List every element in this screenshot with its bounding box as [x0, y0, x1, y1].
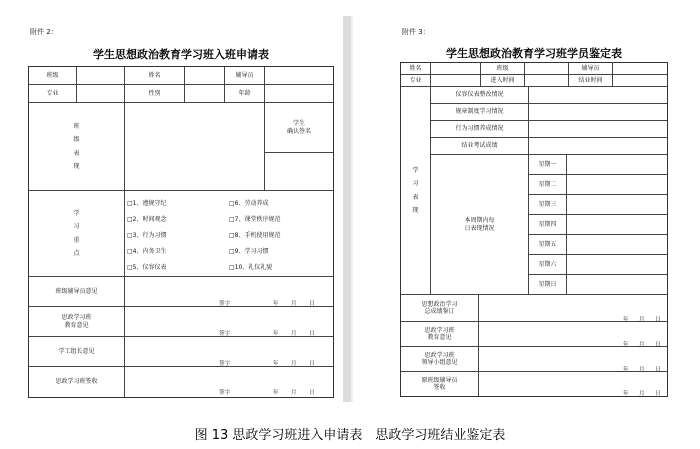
education-opinion-label: 思政学习班 教育意见	[29, 307, 125, 337]
class-performance-content[interactable]	[125, 103, 265, 191]
annex-label-3: 附件 3：	[402, 28, 430, 36]
label-major: 专业	[29, 85, 77, 103]
value-major[interactable]	[431, 75, 481, 87]
figure-caption: 图 13 思政学习班进入申请表 思政学习班结业鉴定表	[194, 428, 506, 443]
value-class[interactable]	[77, 67, 125, 85]
date-year: 年	[623, 391, 629, 397]
date-day: 日	[309, 301, 315, 307]
appearance-rectification-label: 仪容仪表整改情况	[431, 87, 529, 104]
date-year: 年	[273, 390, 279, 396]
day-friday: 星期五	[529, 235, 567, 255]
class-performance-label: 班 级 表 现	[29, 103, 125, 191]
leadership-opinion-label: 思政学习班 领导小组意见	[401, 347, 479, 372]
option-dorm-hygiene[interactable]: □4、内务卫生	[127, 248, 167, 255]
day-monday: 星期一	[529, 155, 567, 175]
date-day: 日	[655, 367, 661, 373]
application-form-title: 学生思想政治教育学习班入班申请表	[93, 48, 269, 61]
label-class: 班级	[29, 67, 77, 85]
day-tuesday-value[interactable]	[567, 175, 667, 195]
day-wednesday-value[interactable]	[567, 195, 667, 215]
application-form-table	[28, 66, 334, 398]
day-saturday: 星期六	[529, 255, 567, 275]
application-form-page	[28, 18, 334, 398]
option-classroom-order[interactable]: □7、课堂秩序规范	[229, 216, 281, 223]
date-month: 月	[639, 367, 645, 373]
date-day: 日	[309, 361, 315, 367]
date-month: 月	[291, 331, 297, 337]
page-gutter	[343, 16, 351, 402]
student-signature-box[interactable]	[265, 153, 333, 191]
date-month: 月	[291, 361, 297, 367]
sign-label: 签字	[219, 331, 231, 337]
evaluation-form-table	[400, 62, 668, 397]
day-thursday-value[interactable]	[567, 215, 667, 235]
value-major[interactable]	[77, 85, 125, 103]
day-sunday: 星期日	[529, 275, 567, 295]
final-exam-label: 结业考试成绩	[431, 138, 529, 155]
date-month: 月	[639, 342, 645, 348]
day-friday-value[interactable]	[567, 235, 667, 255]
date-year: 年	[623, 342, 629, 348]
receipt-label: 思政学习班签收	[29, 367, 125, 397]
option-phone-usage[interactable]: □8、手机使用规范	[229, 232, 281, 239]
option-appearance[interactable]: □5、仪容仪表	[127, 264, 167, 271]
label-major: 专业	[401, 75, 431, 87]
value-gender[interactable]	[185, 85, 225, 103]
date-month: 月	[639, 317, 645, 323]
rules-study-value[interactable]	[529, 104, 667, 121]
final-exam-value[interactable]	[529, 138, 667, 155]
date-year: 年	[623, 317, 629, 323]
date-day: 日	[655, 391, 661, 397]
option-etiquette[interactable]: □10、礼仪礼貌	[229, 264, 273, 271]
education-opinion-label: 思政学习班 教育意见	[401, 322, 479, 347]
label-class: 班级	[481, 63, 525, 75]
date-day: 日	[655, 342, 661, 348]
label-entry-time: 进入时间	[481, 75, 525, 87]
day-tuesday: 星期二	[529, 175, 567, 195]
day-sunday-value[interactable]	[567, 275, 667, 295]
evaluation-form-title: 学生思想政治教育学习班学员鉴定表	[446, 47, 622, 60]
date-year: 年	[273, 331, 279, 337]
value-class[interactable]	[525, 63, 569, 75]
day-wednesday: 星期三	[529, 195, 567, 215]
label-counselor: 辅导员	[569, 63, 613, 75]
leader-opinion-label: 学工组长意见	[29, 337, 125, 367]
value-counselor[interactable]	[265, 67, 333, 85]
date-month: 月	[291, 301, 297, 307]
date-day: 日	[309, 331, 315, 337]
value-entry-time[interactable]	[525, 75, 569, 87]
behavior-habits-label: 行为习惯养成情况	[431, 121, 529, 138]
day-thursday: 星期四	[529, 215, 567, 235]
label-counselor: 辅导员	[225, 67, 265, 85]
label-age: 年龄	[225, 85, 265, 103]
page-gutter-shadow	[351, 16, 353, 402]
option-study-habits[interactable]: □9、学习习惯	[229, 248, 269, 255]
option-time[interactable]: □2、时间观念	[127, 216, 167, 223]
student-confirm-label: 学生 确认签名	[265, 103, 333, 153]
date-year: 年	[273, 361, 279, 367]
sign-label: 签字	[219, 301, 231, 307]
annex-label-2: 附件 2：	[30, 28, 58, 36]
value-name[interactable]	[185, 67, 225, 85]
counselor-opinion-label: 班级辅导员意见	[29, 277, 125, 307]
study-focus-label: 学 习 重 点	[29, 191, 125, 277]
sign-label: 签字	[219, 361, 231, 367]
value-name[interactable]	[431, 63, 481, 75]
total-score-label: 思想政治学习 总成绩鉴订	[401, 295, 479, 322]
label-completion-time: 结业时间	[569, 75, 613, 87]
evaluation-form-page	[400, 18, 668, 398]
day-saturday-value[interactable]	[567, 255, 667, 275]
option-labor[interactable]: □6、劳动养成	[229, 200, 269, 207]
original-counselor-receipt-label: 原班级辅导员 签收	[401, 372, 479, 396]
learning-performance-label: 学 习 表 现	[401, 87, 431, 295]
rules-study-label: 规章制度学习情况	[431, 104, 529, 121]
appearance-rectification-value[interactable]	[529, 87, 667, 104]
value-counselor[interactable]	[613, 63, 667, 75]
date-month: 月	[291, 390, 297, 396]
date-day: 日	[309, 390, 315, 396]
behavior-habits-value[interactable]	[529, 121, 667, 138]
date-month: 月	[639, 391, 645, 397]
date-year: 年	[273, 301, 279, 307]
label-name: 姓名	[125, 67, 185, 85]
label-name: 姓名	[401, 63, 431, 75]
value-age[interactable]	[265, 85, 333, 103]
sign-label: 签字	[219, 390, 231, 396]
date-year: 年	[623, 367, 629, 373]
option-behavior[interactable]: □3、行为习惯	[127, 232, 167, 239]
value-completion-time[interactable]	[613, 75, 667, 87]
option-discipline[interactable]: □1、遵规守纪	[127, 200, 167, 207]
date-day: 日	[655, 317, 661, 323]
daily-performance-label: 本周期内每 日表现情况	[431, 155, 529, 295]
label-gender: 性别	[125, 85, 185, 103]
day-monday-value[interactable]	[567, 155, 667, 175]
